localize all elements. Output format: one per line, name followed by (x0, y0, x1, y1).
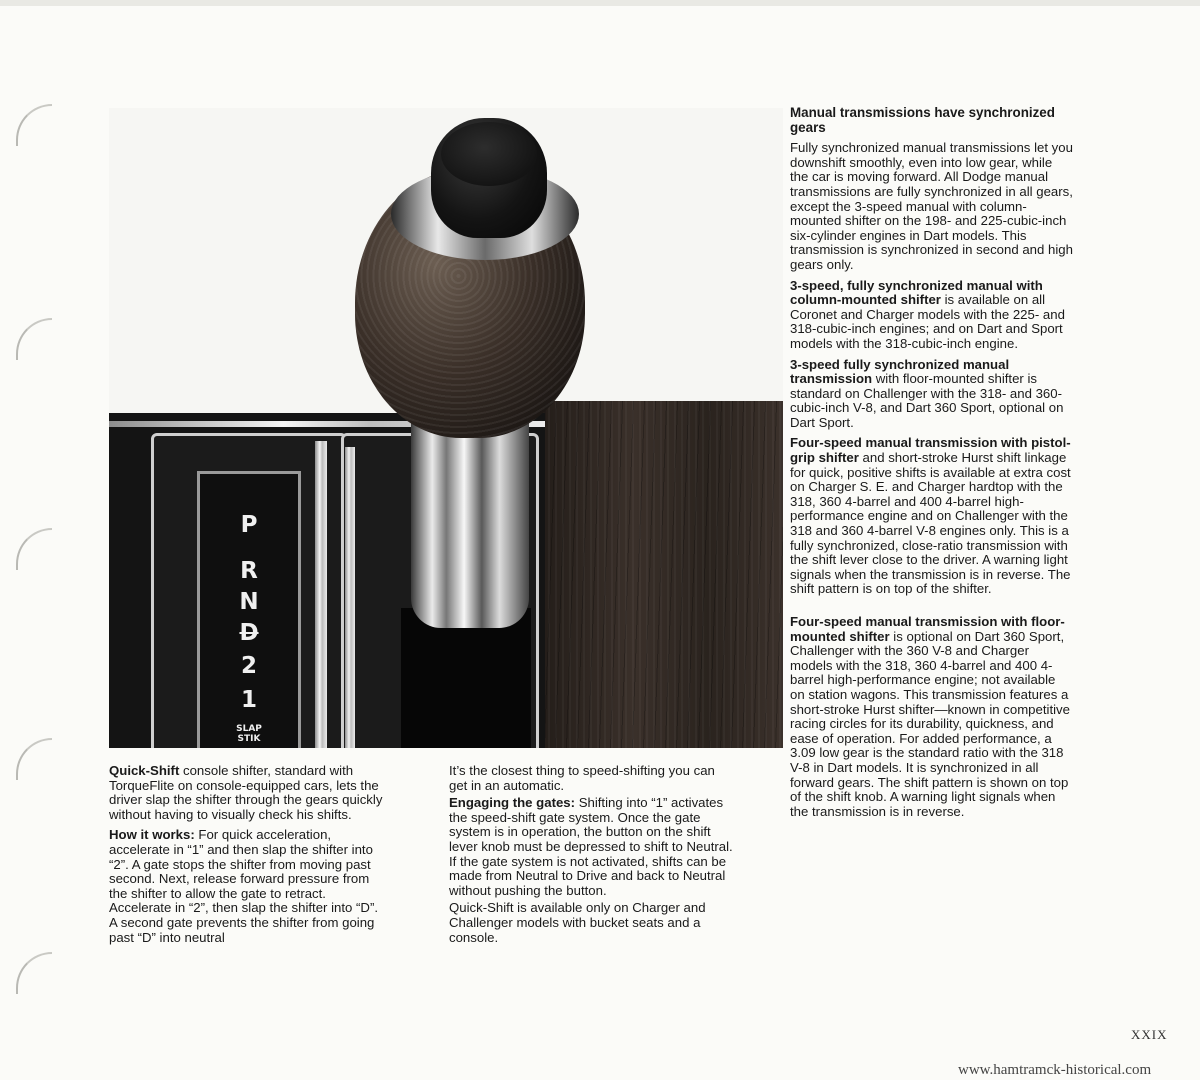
slap-stik-label: SLAP STIK (236, 724, 262, 744)
how-it-works-paragraph: How it works: For quick acceleration, accelerate in “1” and then slap the shifter into “2”. A gate stops the shifter from moving past second. Next, release forward pressure from the shifter to allow the gate to retract. Accelerate in “2”, then slap the shifter into “D”. A second gate prevents the shifter from going past “D” into neutral (109, 827, 378, 945)
gear-d: D (239, 620, 259, 646)
gear-p: P (240, 512, 258, 538)
gear-1: 1 (240, 687, 257, 713)
gear-2: 2 (240, 653, 257, 679)
four-speed-floor-paragraph: Four-speed manual transmission with floor-mounted shifter is optional on Dart 360 Sport, Challenger with the 360 V-8 and Charger models with the 318, 360 4-barrel and 400 4-barrel high-performance engine; not available on station wagons. This transmission features a short-stroke Hurst shifter—known in competitive racing circles for its durability, quickness, and ease of operation. For added performance, a 3.09 low gear is the standard ratio with the 318 V-8 in Dart models. It is synchronized in all forward gears. The shift pattern is shown on top of the shift knob. A warning light signals when the transmission is in reverse. (790, 614, 1070, 819)
caption-left-column (109, 764, 387, 951)
quick-shift-paragraph: Quick-Shift console shifter, standard with TorqueFlite on console-equipped cars, lets the driver slap the shifter through the gears quickly without having to visually check his shifts. (109, 763, 383, 822)
engaging-gates-paragraph: Engaging the gates: Shifting into “1” activates the speed-shift gate system. Once the gate system is in operation, the button on the shift lever knob must be depressed to shift to Neutral. If the gate system is not activated, shifts can be made from Neutral to Drive and back to Neutral without pushing the button. (449, 795, 733, 898)
knob-button-top (441, 122, 537, 186)
availability-paragraph: Quick-Shift is available only on Charger and Challenger models with bucket seats and a console. (449, 900, 706, 945)
binder-punch-hole (16, 952, 52, 994)
manual-transmissions-column (790, 106, 1073, 825)
woodgrain-panel (534, 401, 783, 748)
speed-shift-paragraph: It’s the closest thing to speed-shifting you can get in an automatic. (449, 763, 715, 793)
gear-n: N (239, 589, 259, 615)
caption-middle-column (449, 764, 733, 951)
synchronized-paragraph: Fully synchronized manual transmissions let you downshift smoothly, even into low gear, while the car is moving forward. All Dodge manual transmissions are fully synchronized in all gears, except the 3-speed manual with column-mounted shifter on the 198- and 225-cubic-inch six-cylinder engines in Dart models. This transmission is synchronized in second and high gears only. (790, 140, 1073, 272)
gear-indicator (197, 471, 301, 748)
three-speed-floor-paragraph: 3-speed fully synchronized manual transmission with floor-mounted shifter is standard on Challenger with the 318- and 360-cubic-inch V-8, and Dart 360 Sport, optional on Dart Sport. (790, 356, 1064, 430)
page-number: XXIX (1131, 1027, 1168, 1042)
four-speed-pistol-grip-paragraph: Four-speed manual transmission with pistol-grip shifter and short-stroke Hurst shift linkage for quick, positive shifts is available at extra cost on Charger S. E. and Charger hardtop with the 318, 360 4-barrel and 400 4-barrel high-performance engine and on Challenger with the 318 and 360 4-barrel V-8 engines only. This is a fully synchronized, close-ratio transmission with the shift lever close to the driver. A warning light signals when the transmission is in reverse. The shift pattern is on top of the shifter. (790, 435, 1071, 597)
shifter-slot (401, 608, 531, 748)
binder-punch-hole (16, 318, 52, 360)
shifter-photo (109, 108, 783, 748)
gear-r: R (240, 558, 258, 584)
binder-punch-hole (16, 738, 52, 780)
three-speed-column-paragraph: 3-speed, fully synchronized manual with column-mounted shifter is available on all Coronet and Charger models with the 225- and 318-cubic-inch engines; and on Dart and Sport models with the 318-cubic-inch engine. (790, 277, 1065, 351)
scan-top-edge (0, 0, 1200, 6)
binder-punch-hole (16, 104, 52, 146)
binder-punch-hole (16, 528, 52, 570)
section-heading: Manual transmissions have synchronized gears (790, 105, 1055, 135)
watermark: www.hamtramck-historical.com (958, 1062, 1152, 1078)
